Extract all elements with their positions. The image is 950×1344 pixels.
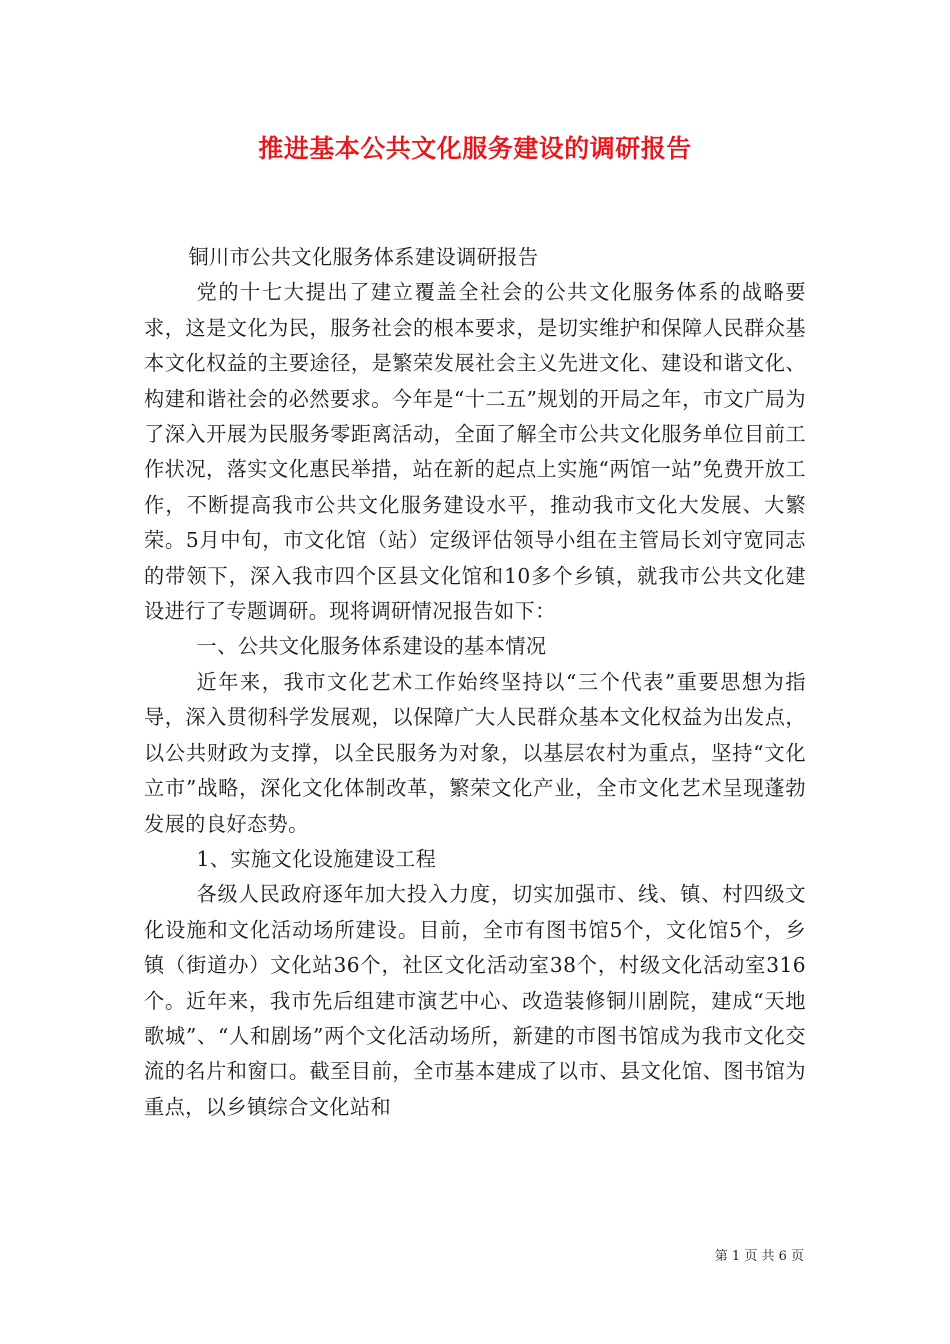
paragraph-overview: 近年来，我市文化艺术工作始终坚持以“三个代表”重要思想为指导，深入贯彻科学发展观，以保障广大人民群众基本文化权益为出发点，以公共财政为支撑，以全民服务为对象，以基层农村为重点，坚持“文化立市”战略，深化文化体制改革，繁荣文化产业，全市文化艺术呈现蓬勃发展的良好态势。 (144, 669, 806, 836)
report-subtitle: 铜川市公共文化服务体系建设调研报告 (188, 245, 539, 269)
paragraph-facilities: 各级人民政府逐年加大投入力度，切实加强市、线、镇、村四级文化设施和文化活动场所建设。目前，全市有图书馆5个，文化馆5个，乡镇（街道办）文化站36个，社区文化活动室38个，村级文化活动室316个。近年来，我市先后组建市演艺中心、改造装修铜川剧院，建成“天地歌城”、“人和剧场”两个文化活动场所，新建的市图书馆成为我市文化交流的名片和窗口。截至目前，全市基本建成了以市、县文化馆、图书馆为重点，以乡镇综合文化站和 (144, 882, 806, 1119)
section-heading-1: 一、公共文化服务体系建设的基本情况 (196, 634, 547, 659)
paragraph-intro: 党的十七大提出了建立覆盖全社会的公共文化服务体系的战略要求，这是文化为民，服务社会的根本要求，是切实维护和保障人民群众基本文化权益的主要途径，是繁荣发展社会主义先进文化、建设和谐文化、构建和谐社会的必然要求。今年是“十二五”规划的开局之年，市文广局为了深入开展为民服务零距离活动，全面了解全市公共文化服务单位目前工作状况，落实文化惠民举措，站在新的起点上实施“两馆一站”免费开放工作，不断提高我市公共文化服务建设水平，推动我市文化大发展、大繁荣。5月中旬，市文化馆（站）定级评估领导小组在主管局长刘守宽同志的带领下，深入我市四个区县文化馆和10多个乡镇，就我市公共文化建设进行了专题调研。现将调研情况报告如下： (144, 280, 806, 624)
subsection-heading-1: 1、实施文化设施建设工程 (196, 846, 437, 871)
document-title: 推进基本公共文化服务建设的调研报告 (258, 134, 692, 163)
page-footer: 第 1 页 共 6 页 (714, 1249, 804, 1264)
document-body (144, 240, 806, 1125)
